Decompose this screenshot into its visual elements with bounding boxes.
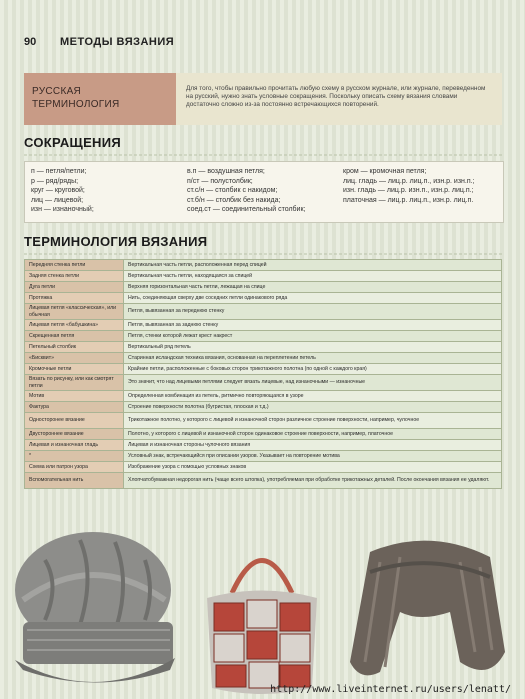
term-cell: Дуга петли xyxy=(25,282,124,293)
definition-cell: Вертикальная часть петли, расположенная перед спицей xyxy=(124,260,502,271)
abbreviations-col3 xyxy=(343,167,475,205)
definition-cell: Петля, вывязанная за переднюю стенку xyxy=(124,304,502,320)
table-row xyxy=(25,402,502,413)
term-cell: Скрещенная петля xyxy=(25,331,124,342)
definition-cell: Трикотажное полотно, у которого с лицевой и изнаночной сторон различное строение поверхности, например, чулочное xyxy=(124,413,502,429)
table-row xyxy=(25,331,502,342)
abbreviation-entry: платочная — лиц.р. лиц.п., изн.р. лиц.п. xyxy=(343,196,474,204)
table-row xyxy=(25,391,502,402)
definition-cell: Условный знак, встречающийся при описании узоров. Указывает на повторение мотива xyxy=(124,451,502,462)
abbreviation-entry: п — петля/петли; xyxy=(31,168,87,175)
table-row xyxy=(25,260,502,271)
abbreviations-heading: СОКРАЩЕНИЯ xyxy=(24,135,122,150)
definition-cell: Крайние петли, расположенные с боковых сторон трикотажного полотна (по одной с каждого края) xyxy=(124,364,502,375)
watermark-url: http://www.liveinternet.ru/users/lenatt/ xyxy=(270,684,511,695)
term-cell: Фактура xyxy=(25,402,124,413)
term-cell: «Бисквит» xyxy=(25,353,124,364)
abbreviation-entry: изн — изнаночный; xyxy=(31,206,94,214)
abbreviations-col2 xyxy=(187,167,305,215)
intro-heading xyxy=(32,85,120,111)
table-row xyxy=(25,462,502,473)
table-row xyxy=(25,429,502,440)
page-header xyxy=(0,30,525,52)
term-cell: Лицевая петля «классическая», или обычная xyxy=(25,304,124,320)
intro-heading-line2: ТЕРМИНОЛОГИЯ xyxy=(32,99,120,110)
term-cell: Двустороннее вязание xyxy=(25,429,124,440)
definition-cell: Лицевая и изнаночная стороны чулочного вязания xyxy=(124,440,502,451)
abbreviation-entry: соед.ст — соединительный столбик; xyxy=(187,206,306,214)
term-cell: Вязать по рисунку, или как смотрят петли xyxy=(25,375,124,391)
definition-cell: Петля, вывязанная за заднюю стенку xyxy=(124,320,502,331)
abbreviation-entry: изн. гладь — лиц.р. изн.п., изн.р. лиц.п.; xyxy=(343,187,474,195)
table-row xyxy=(25,413,502,429)
table-row xyxy=(25,353,502,364)
terminology-table xyxy=(24,259,502,489)
section-title: МЕТОДЫ ВЯЗАНИЯ xyxy=(60,36,175,48)
knitted-cap-image xyxy=(5,530,185,695)
abbreviation-entry: ст.с/н — столбик с накидом; xyxy=(187,187,278,195)
term-cell: * xyxy=(25,451,124,462)
intro-text: Для того, чтобы правильно прочитать любую схему в русском журнале, или журнале, переведенном на русский, нужно знать условные сокращения. Поскольку описать схему вязания словами достаточно сложно из-за постоянно встречающихся повторений. xyxy=(186,85,486,108)
definition-cell: Определенная комбинация из петель, ритмично повторяющаяся в узоре xyxy=(124,391,502,402)
table-row xyxy=(25,271,502,282)
definition-cell: Вертикальная часть петли, находящаяся за спицей xyxy=(124,271,502,282)
table-row xyxy=(25,342,502,353)
definition-cell: Нить, соединяющая сверху две соседних петли одинакового ряда xyxy=(124,293,502,304)
page-number: 90 xyxy=(24,36,37,48)
definition-cell: Строение поверхности полотна (бугристая, плоская и т.д.) xyxy=(124,402,502,413)
terminology-divider xyxy=(24,252,502,256)
term-cell: Передняя стенка петли xyxy=(25,260,124,271)
abbreviation-entry: р — ряд/ряды; xyxy=(31,177,79,185)
term-cell: Петельный столбик xyxy=(25,342,124,353)
term-cell: Вспомогательная нить xyxy=(25,473,124,489)
table-row xyxy=(25,364,502,375)
term-cell: Лицевая и изнаночная гладь xyxy=(25,440,124,451)
term-cell: Кромочные петли xyxy=(25,364,124,375)
intro-heading-line1: РУССКАЯ xyxy=(32,86,82,97)
granny-square-bag-image xyxy=(192,538,332,698)
intro-text-panel xyxy=(176,73,502,125)
abbreviation-entry: лиц — лицевой; xyxy=(31,196,84,204)
term-cell: Протяжка xyxy=(25,293,124,304)
term-cell: Лицевая петля «бабушкина» xyxy=(25,320,124,331)
definition-cell: Это значит, что над лицевыми петлями следует вязать лицевые, над изнаночными — изнаночные xyxy=(124,375,502,391)
definition-cell: Изображение узора с помощью условных знаков xyxy=(124,462,502,473)
abbreviations-divider xyxy=(24,153,502,157)
abbreviation-entry: круг — круговой; xyxy=(31,187,85,195)
term-cell: Мотив xyxy=(25,391,124,402)
abbreviation-entry: в.п — воздушная петля; xyxy=(187,168,265,175)
table-row xyxy=(25,451,502,462)
terminology-heading: ТЕРМИНОЛОГИЯ ВЯЗАНИЯ xyxy=(24,234,208,249)
definition-cell: Хлопчатобумажная недорогая нить (чаще всего штопка), употребляемая при обработке трикотажных деталей. После окончания вязания ее удаляют. xyxy=(124,473,502,489)
table-row xyxy=(25,293,502,304)
definition-cell: Петля, стенки которой лежат крест накрест xyxy=(124,331,502,342)
photos-strip xyxy=(0,530,525,699)
intro-heading-panel xyxy=(24,73,176,125)
table-row xyxy=(25,440,502,451)
knitted-scarf-image xyxy=(340,532,520,697)
table-row xyxy=(25,375,502,391)
abbreviation-entry: лиц. гладь — лиц.р. лиц.п., изн.р. изн.п.; xyxy=(343,177,475,185)
term-cell: Задняя стенка петли xyxy=(25,271,124,282)
definition-cell: Полотно, у которого с лицевой и изнаночной сторон одинаковое строение поверхности, например, платочное xyxy=(124,429,502,440)
abbreviation-entry: п/ст — полустолбик; xyxy=(187,177,253,185)
term-cell: Схема или патрон узора xyxy=(25,462,124,473)
table-row xyxy=(25,304,502,320)
abbreviations-box xyxy=(24,161,504,223)
definition-cell: Верхняя горизонтальная часть петли, лежащая на спице xyxy=(124,282,502,293)
definition-cell: Вертикальный ряд петель xyxy=(124,342,502,353)
intro-box xyxy=(24,73,502,125)
table-row xyxy=(25,473,502,489)
definition-cell: Старинная исландская техника вязания, основанная на переплетении петель xyxy=(124,353,502,364)
abbreviation-entry: кром — кромочная петля; xyxy=(343,168,427,175)
abbreviation-entry: ст.б/н — столбик без накида; xyxy=(187,196,281,204)
table-row xyxy=(25,282,502,293)
table-row xyxy=(25,320,502,331)
term-cell: Односторонее вязание xyxy=(25,413,124,429)
abbreviations-col1 xyxy=(31,167,94,215)
